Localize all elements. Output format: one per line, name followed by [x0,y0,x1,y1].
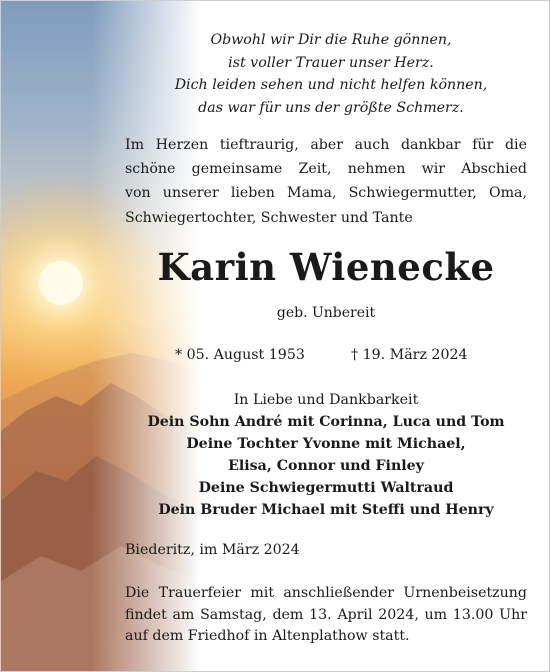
deceased-name: Karin Wienecke [157,245,495,289]
intro-text [125,133,527,230]
place-and-date: Biederitz, im März 2024 [125,542,300,558]
mourner-line: Elisa, Connor und Finley [228,458,424,474]
mourner-line: Deine Schwiegermutti Waltraud [198,480,454,496]
mourners-lead: In Liebe und Dankbarkeit [233,392,419,408]
birth-date: * 05. August 1953 [175,347,305,363]
funeral-line: Die Trauerfeier mit anschließender Urnenbeisetzung [125,585,527,601]
death-date: † 19. März 2024 [351,347,468,363]
intro-line: schöne gemeinsame Zeit, nehmen wir Abschied [125,161,527,178]
poem-line: das war für uns der größte Schmerz. [198,99,464,116]
funeral-line: auf dem Friedhof in Altenplathow statt. [125,628,410,644]
intro-line: Im Herzen tieftraurig, aber auch dankbar für die [125,137,527,153]
life-dates [125,345,527,365]
birth-name: geb. Unbereit [276,305,376,321]
poem [131,29,531,119]
funeral-line: findet am Samstag, dem 13. April 2024, um 13.00 Uhr [125,606,527,623]
mourner-line: Dein Sohn André mit Corinna, Luca und Tom [147,414,505,430]
notice-content [1,1,550,672]
mourner-line: Dein Bruder Michael mit Steffi und Henry [158,502,494,518]
intro-line: von unserer lieben Mama, Schwiegermutter, Oma, [125,185,527,202]
mourners-list [125,389,527,521]
poem-line: Dich leiden sehen und nicht helfen können, [174,77,488,93]
funeral-info [125,583,527,648]
poem-line: Obwohl wir Dir die Ruhe gönnen, [210,32,452,48]
intro-line: Schwiegertochter, Schwester und Tante [125,209,413,226]
poem-line: ist voller Trauer unser Herz. [228,54,434,71]
mourner-line: Deine Tochter Yvonne mit Michael, [186,436,466,452]
